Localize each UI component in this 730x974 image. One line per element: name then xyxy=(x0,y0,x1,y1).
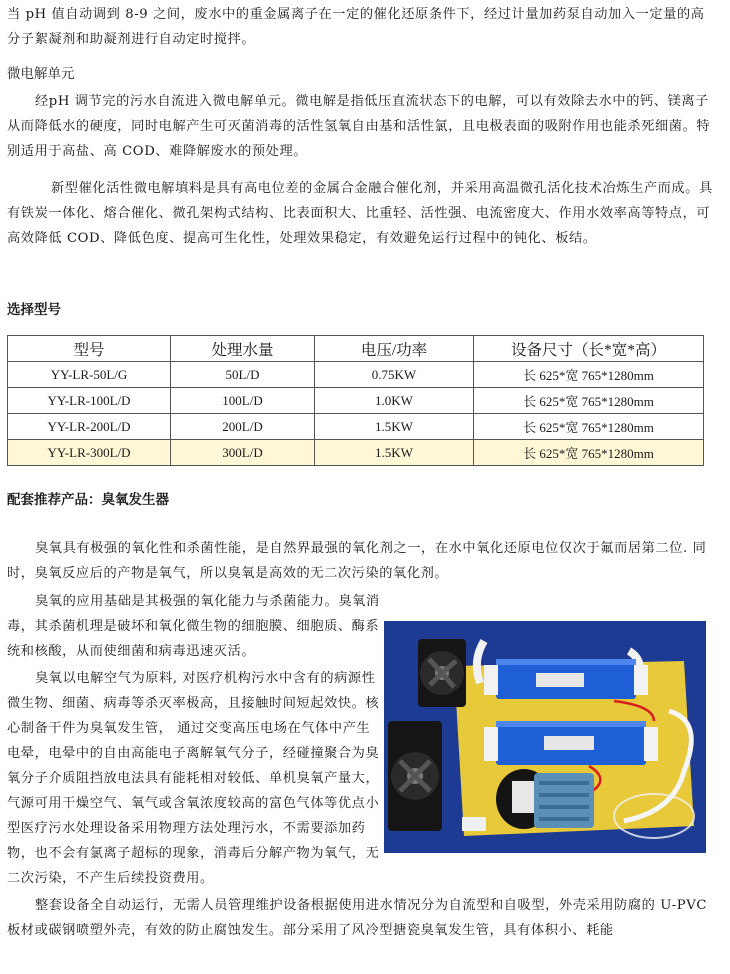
model-table xyxy=(7,335,704,466)
header-dimensions: 设备尺寸（长*宽*高） xyxy=(474,336,704,362)
cell-capacity: 300L/D xyxy=(171,440,315,466)
cell-capacity: 200L/D xyxy=(171,414,315,440)
micro-electrolysis-title: 微电解单元 xyxy=(7,66,75,82)
table-row xyxy=(8,388,704,414)
cell-model: YY-LR-100L/D xyxy=(8,388,171,414)
cell-model: YY-LR-50L/G xyxy=(8,362,171,388)
table-row xyxy=(8,440,704,466)
cell-dimensions: 长 625*宽 765*1280mm xyxy=(474,388,704,414)
cell-dimensions: 长 625*宽 765*1280mm xyxy=(474,440,704,466)
cell-capacity: 100L/D xyxy=(171,388,315,414)
cell-power: 1.5KW xyxy=(315,440,474,466)
ozone-paragraph-4: 整套设备全自动运行，无需人员管理维护设备根据使用进水情况分为自流型和自吸型，外壳采用防腐的 U-PVC 板材或碳钢喷塑外壳，有效的防止腐蚀发生。部分采用了风冷型搪瓷臭氧发生管，具有体积小、耗能 xyxy=(7,898,708,938)
cell-power: 0.75KW xyxy=(315,362,474,388)
ozone-title: 配套推荐产品：臭氧发生器 xyxy=(7,492,169,508)
intro-paragraph-2: 经pH 调节完的污水自流进入微电解单元。微电解是指低压直流状态下的电解，可以有效除去水中的钙、镁离子从而降低水的硬度，同时电解产生可灭菌消毒的活性氢氧自由基和活性氯，且电极表面的吸附作用也能杀死细菌。特别适用于高盐、高 COD、难降解废水的预处理。 xyxy=(7,94,711,159)
header-capacity: 处理水量 xyxy=(171,336,315,362)
cell-dimensions: 长 625*宽 765*1280mm xyxy=(474,414,704,440)
photo-spacer xyxy=(380,589,715,857)
header-power: 电压/功率 xyxy=(315,336,474,362)
cell-dimensions: 长 625*宽 765*1280mm xyxy=(474,362,704,388)
cell-power: 1.0KW xyxy=(315,388,474,414)
intro-paragraph-3: 新型催化活性微电解填料是具有高电位差的金属合金融合催化剂，并采用高温微孔活化技术冶炼生产而成。具有铁炭一体化、熔合催化、微孔架构式结构、比表面积大、比重轻、活性强、电流密度大、作用水效率高等特点，可高效降低 COD、降低色度、提高可生化性，处理效果稳定，有效避免运行过程中的钝化、板结。 xyxy=(7,181,713,246)
intro-paragraph-1: 当 pH 值自动调到 8-9 之间，废水中的重金属离子在一定的催化还原条件下，经过计量加药泵自动加入一定量的高分子絮凝剂和助凝剂进行自动定时搅拌。 xyxy=(7,7,705,47)
cell-model: YY-LR-200L/D xyxy=(8,414,171,440)
ozone-text-wrap xyxy=(7,589,715,943)
selection-title: 选择型号 xyxy=(7,302,61,318)
ozone-paragraph-2-text: 臭氧的应用基础是其极强的氧化能力与杀菌能力。臭氧消毒，其杀菌机理是破坏和氧化微生物的细胞膜、细胞质、酶系统和核酸，从而使细菌和病毒迅速灭活。 xyxy=(7,594,380,659)
table-row xyxy=(8,414,704,440)
table-row xyxy=(8,362,704,388)
header-model: 型号 xyxy=(8,336,171,362)
cell-capacity: 50L/D xyxy=(171,362,315,388)
ozone-paragraph-1: 臭氧具有极强的氧化性和杀菌性能，是自然界最强的氧化剂之一，在水中氧化还原电位仅次于氟而居第二位. 同时，臭氧反应后的产物是氧气，所以臭氧是高效的无二次污染的氧化剂。 xyxy=(7,541,707,581)
cell-model: YY-LR-300L/D xyxy=(8,440,171,466)
cell-power: 1.5KW xyxy=(315,414,474,440)
table-header-row xyxy=(8,336,704,362)
ozone-paragraph-3: 臭氧以电解空气为原料, 对医疗机构污水中含有的病源性微生物、细菌、病毒等杀灭率极高，且接触时间短起效快。核心制备干件为臭氧发生管， 通过交变高压电场在气体中产生电晕，电晕中的自由高能电子离解氧气分子，经碰撞聚合为臭氧分子介质阻挡放电法具有能耗相对较低、单机臭氧产量大，气源可用干燥空气、氧气或含氧浓度较高的富色气体等优点小型医疗污水处理设备采用物理方法处理污水，不需要添加药物，也不会有氯离子超标的现象，消毒后分解产物为氧气，无二次污染，不产生后续投资费用。 xyxy=(7,671,380,886)
